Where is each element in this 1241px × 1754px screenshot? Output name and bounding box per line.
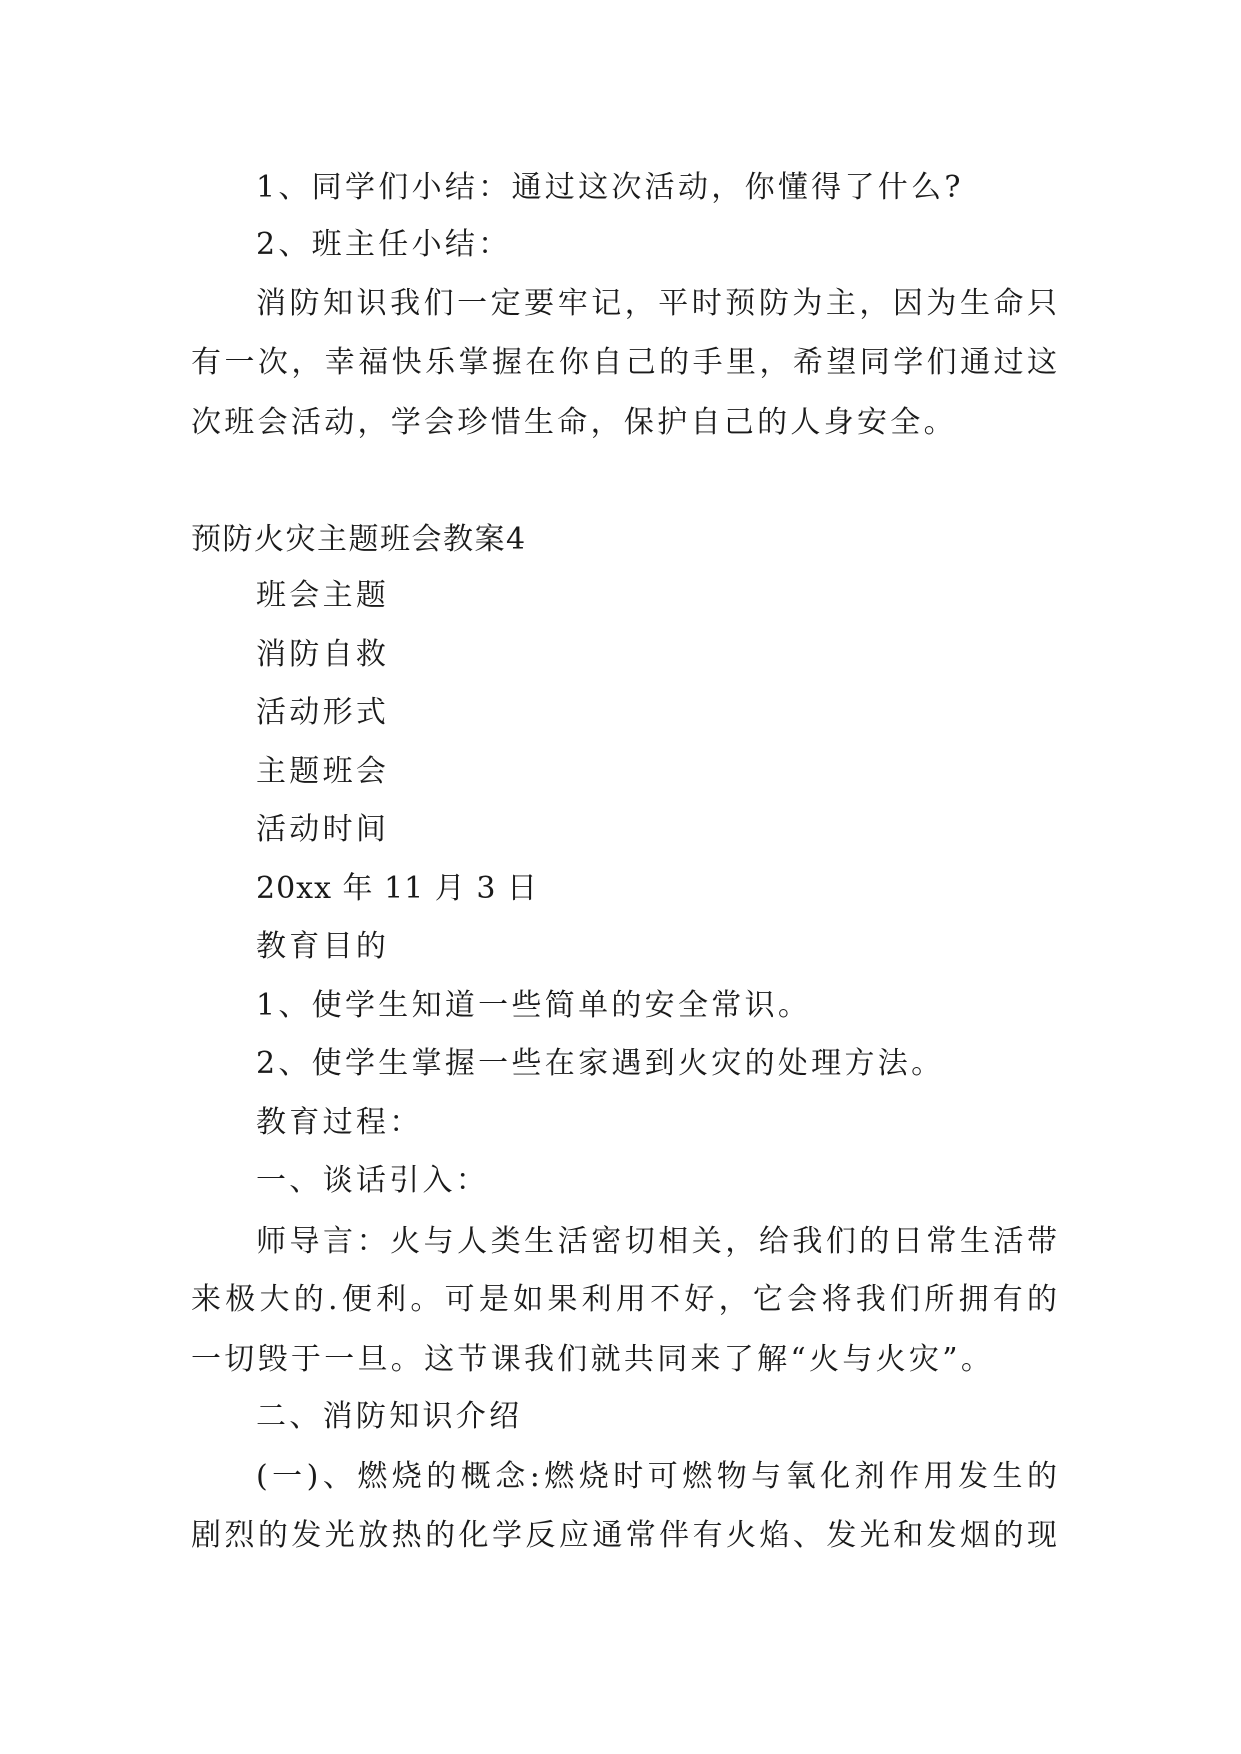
teacher-summary-line: 有一次，幸福快乐掌握在你自己的手里，希望同学们通过这 <box>191 345 1057 380</box>
format-value: 主题班会 <box>256 754 390 789</box>
theme-value: 消防自救 <box>256 637 390 672</box>
intro-line: 一切毁于一旦。这节课我们就共同来了解“火与火灾”。 <box>191 1342 995 1377</box>
time-value: 20xx 年 11 月 3 日 <box>256 871 538 906</box>
process-label: 教育过程： <box>256 1105 423 1140</box>
intro-heading: 一、谈话引入： <box>256 1163 490 1198</box>
teacher-summary-line: 消防知识我们一定要牢记，平时预防为主，因为生命只 <box>256 286 1057 321</box>
intro-line: 来极大的.便利。可是如果利用不好，它会将我们所拥有的 <box>191 1282 1057 1317</box>
students-summary: 1、同学们小结：通过这次活动，你懂得了什么? <box>256 170 964 205</box>
knowledge-line: (一)、燃烧的概念:燃烧时可燃物与氧化剂作用发生的 <box>256 1459 1057 1494</box>
format-label: 活动形式 <box>256 695 390 730</box>
lesson-plan-title: 预防火灾主题班会教案4 <box>191 522 527 557</box>
knowledge-heading: 二、消防知识介绍 <box>256 1399 523 1434</box>
teacher-summary-label: 2、班主任小结： <box>256 227 512 262</box>
intro-line: 师导言：火与人类生活密切相关，给我们的日常生活带 <box>256 1224 1057 1259</box>
goal-item: 1、使学生知道一些简单的安全常识。 <box>256 988 812 1023</box>
knowledge-line: 剧烈的发光放热的化学反应通常伴有火焰、发光和发烟的现 <box>191 1518 1057 1553</box>
time-label: 活动时间 <box>256 812 390 847</box>
goal-item: 2、使学生掌握一些在家遇到火灾的处理方法。 <box>256 1046 945 1081</box>
goals-label: 教育目的 <box>256 929 390 964</box>
theme-label: 班会主题 <box>256 578 390 613</box>
teacher-summary-line: 次班会活动，学会珍惜生命，保护自己的人身安全。 <box>191 405 957 440</box>
